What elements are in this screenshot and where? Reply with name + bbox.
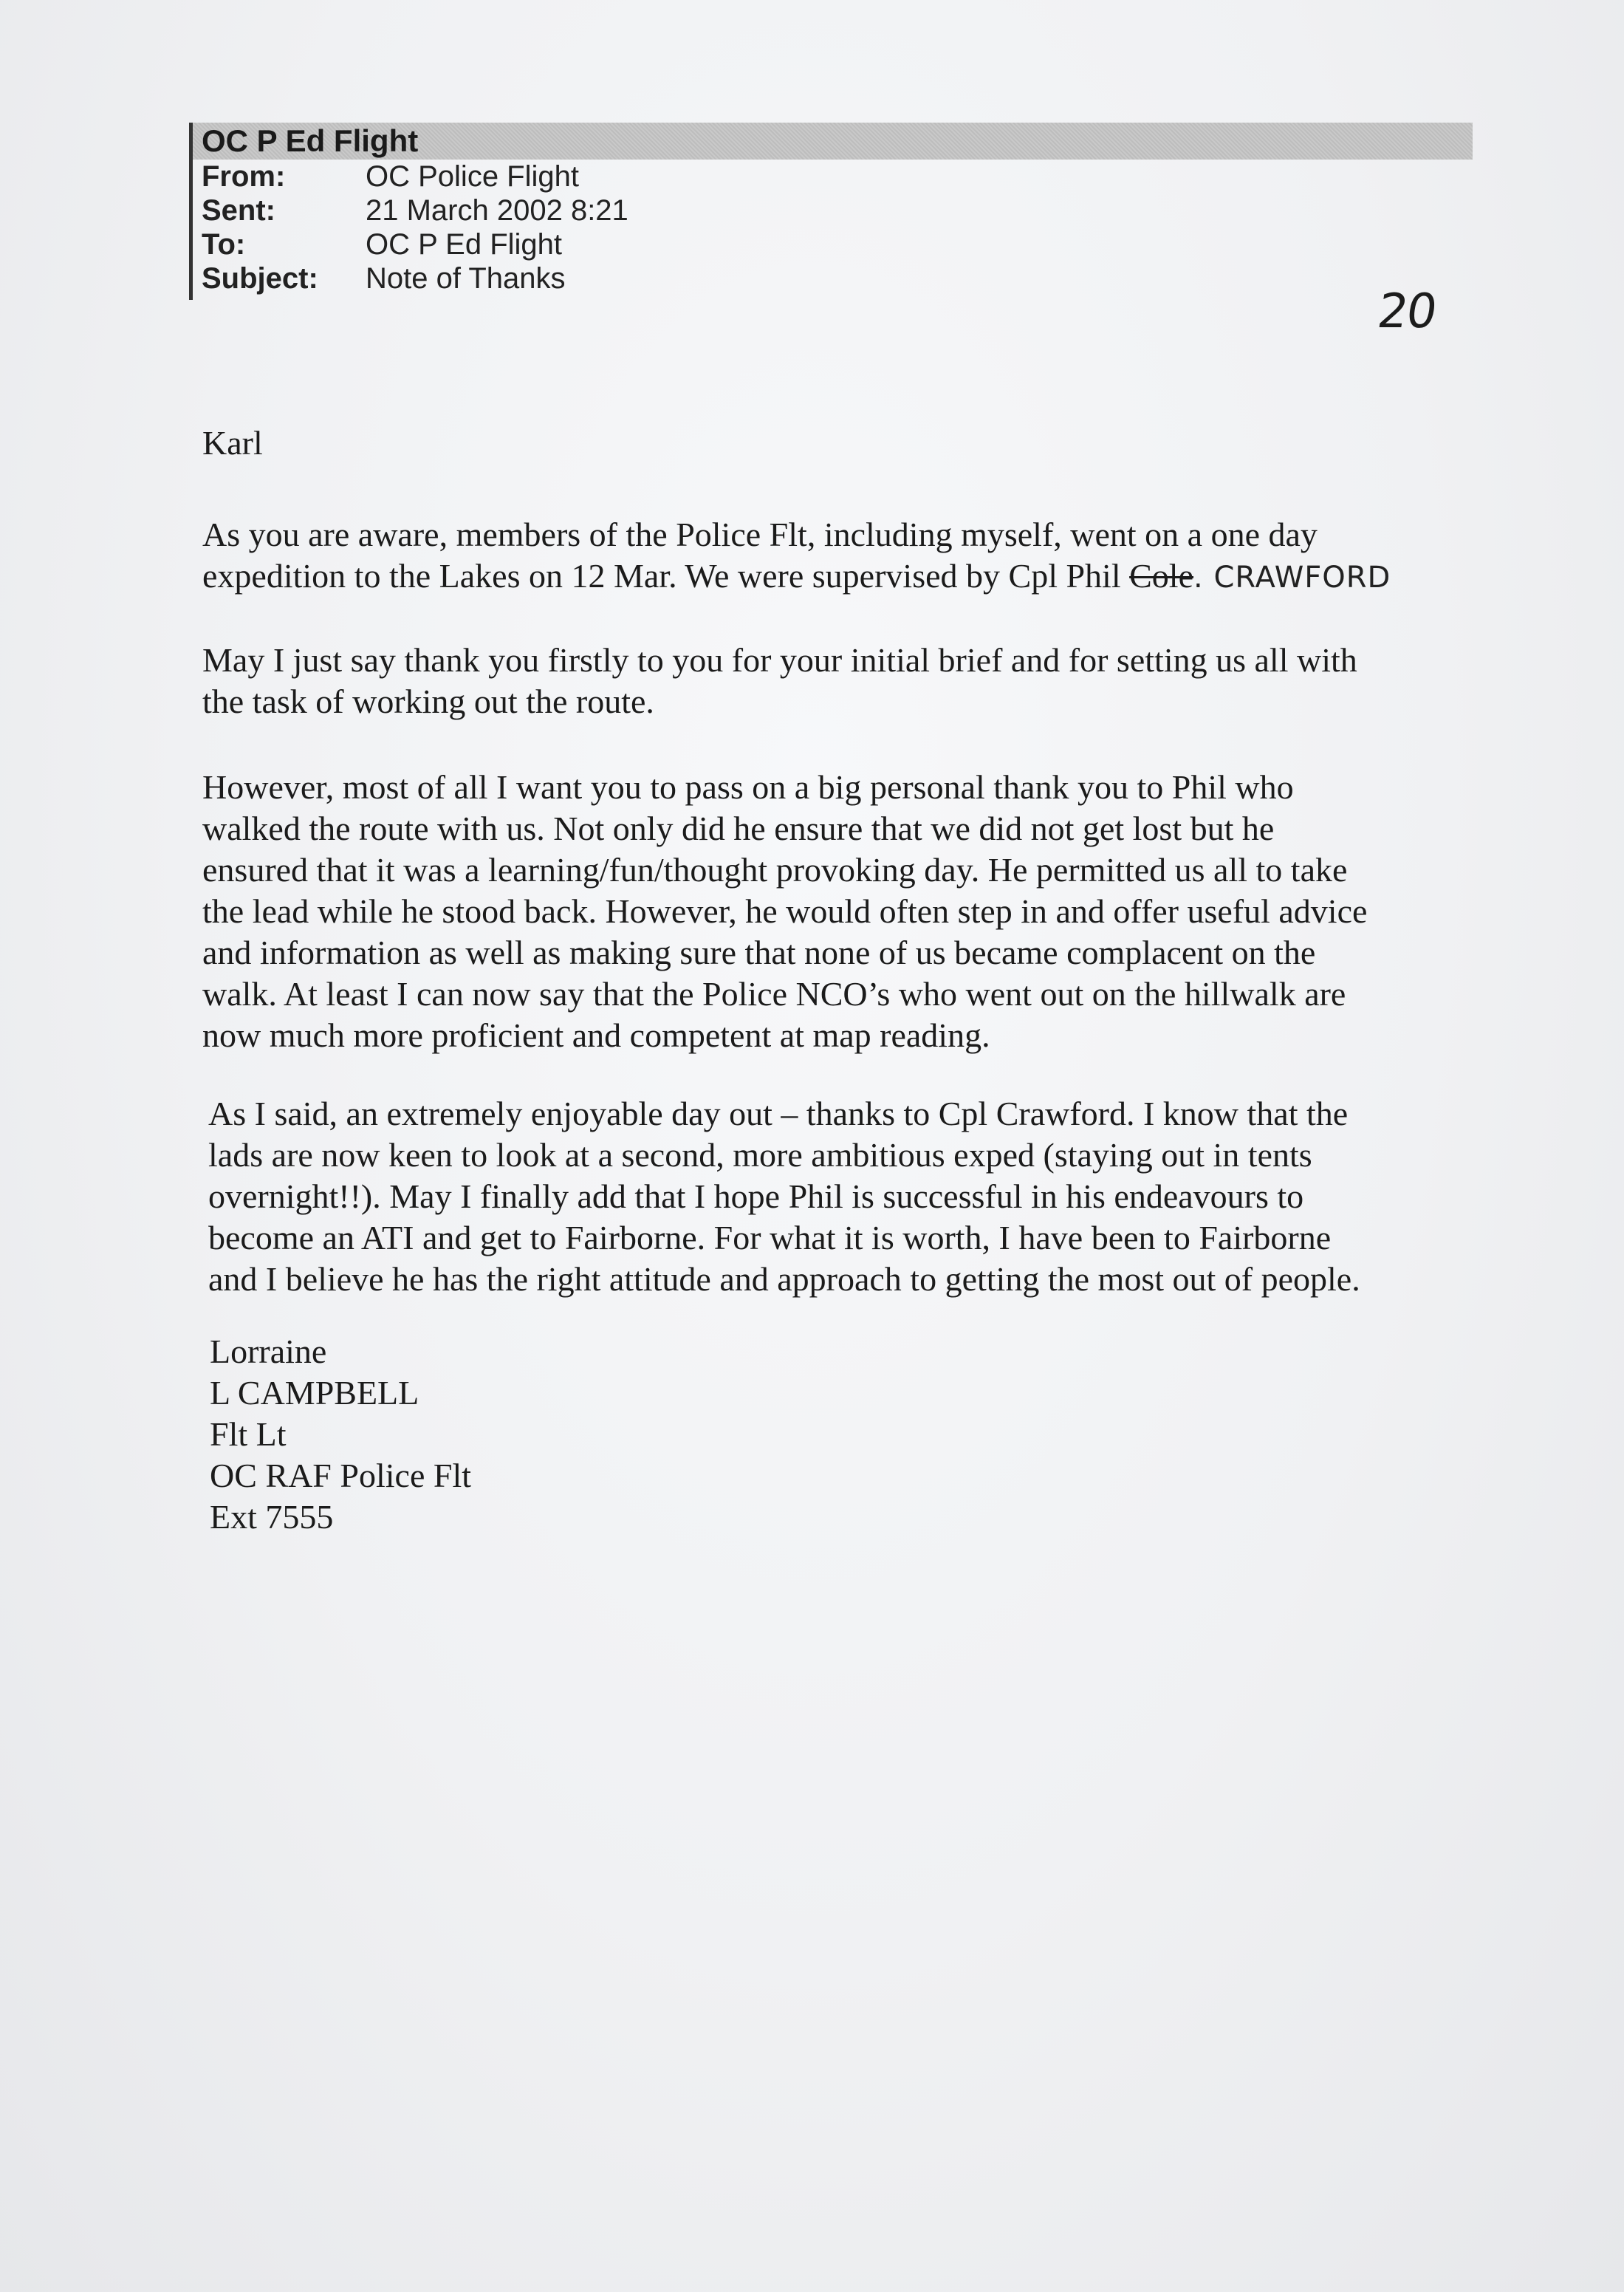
email-to-row (202, 228, 562, 261)
sent-value: 21 March 2002 8:21 (366, 194, 628, 227)
email-header (189, 123, 1473, 300)
paragraph-3 (202, 767, 1487, 1056)
signature-block (210, 1331, 1495, 1538)
paragraph-2-line: May I just say thank you firstly to you for your initial brief and for setting us all with (202, 641, 1357, 679)
paragraph-3-line: now much more proficient and competent at map reading. (202, 1016, 990, 1054)
paragraph-3-line: walked the route with us. Not only did he ensure that we did not get lost but he (202, 810, 1275, 847)
paragraph-3-line: the lead while he stood back. However, he would often step in and offer useful advice (202, 892, 1368, 930)
paragraph-4-line: As I said, an extremely enjoyable day out – thanks to Cpl Crawford. I know that the (208, 1095, 1349, 1132)
paragraph-3-line: walk. At least I can now say that the Police NCO’s who went out on the hillwalk are (202, 975, 1346, 1013)
subject-value: Note of Thanks (366, 262, 566, 295)
signature-first-name: Lorraine (210, 1333, 327, 1370)
email-from-row (202, 160, 579, 194)
paragraph-1 (202, 514, 1487, 598)
paragraph-1-line-2 (202, 555, 1487, 598)
signature-position: OC RAF Police Flt (210, 1457, 472, 1494)
email-subject-row (202, 261, 566, 295)
sent-label: Sent: (202, 194, 275, 227)
struck-name: Cole (1129, 557, 1194, 595)
subject-label: Subject: (202, 262, 318, 295)
paragraph-1-line-2-text: expedition to the Lakes on 12 Mar. We were supervised by Cpl Phil (202, 557, 1130, 595)
paragraph-2-line: the task of working out the route. (202, 683, 654, 720)
paragraph-4-line: overnight!!). May I finally add that I hope Phil is successful in his endeavours to (208, 1177, 1304, 1215)
paragraph-3-line: However, most of all I want you to pass on a big personal thank you to Phil who (202, 768, 1294, 806)
paragraph-3-line: ensured that it was a learning/fun/thought provoking day. He permitted us all to take (202, 851, 1348, 889)
to-label: To: (202, 228, 246, 261)
paragraph-4-line: become an ATI and get to Fairborne. For what it is worth, I have been to Fairborne (208, 1219, 1332, 1256)
paragraph-4-line: lads are now keen to look at a second, more ambitious exped (staying out in tents (208, 1136, 1312, 1174)
email-sent-row (202, 194, 628, 228)
paragraph-1-line-1: As you are aware, members of the Police Flt, including myself, went on a one day (202, 516, 1318, 553)
paragraph-3-line: and information as well as making sure that none of us became complacent on the (202, 934, 1316, 971)
paragraph-4-line: and I believe he has the right attitude and approach to getting the most out of people. (208, 1260, 1360, 1298)
paragraph-4 (208, 1093, 1493, 1300)
from-label: From: (202, 160, 286, 193)
signature-extension: Ext 7555 (210, 1498, 334, 1536)
handwritten-page-number: 20 (1374, 284, 1439, 339)
signature-rank: Flt Lt (210, 1415, 287, 1453)
signature-full-name: L CAMPBELL (210, 1374, 419, 1412)
salutation-text: Karl (202, 424, 263, 462)
handwritten-correction: . CRAWFORD (1193, 561, 1391, 595)
paragraph-2 (202, 640, 1487, 722)
salutation (202, 423, 1487, 464)
to-value: OC P Ed Flight (366, 228, 563, 261)
email-header-title: OC P Ed Flight (202, 123, 419, 158)
from-value: OC Police Flight (366, 160, 579, 193)
